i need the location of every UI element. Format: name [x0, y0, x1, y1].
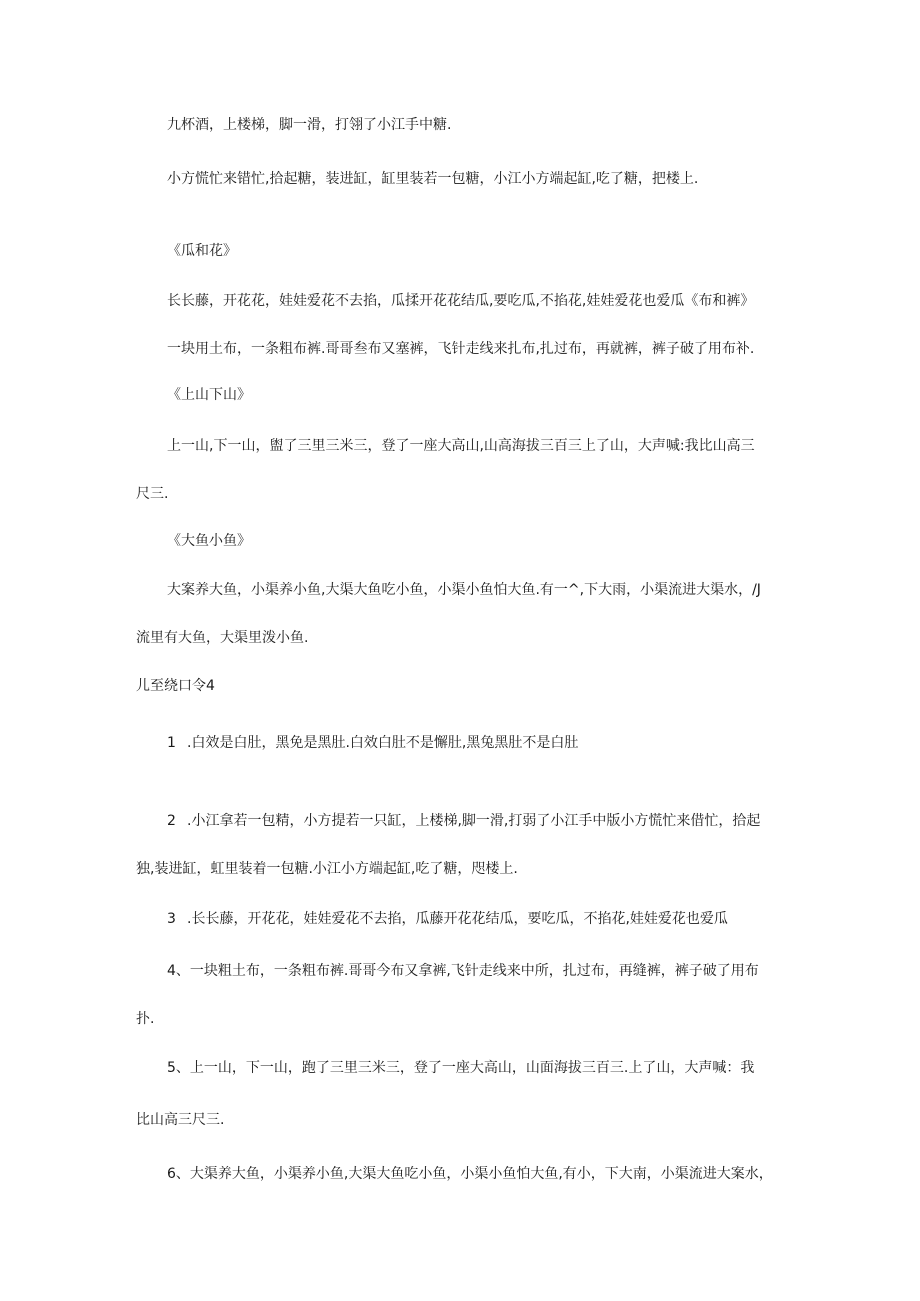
text-line: 九杯酒，上楼梯，脚一滑，打翎了小江手中糖.: [167, 117, 452, 133]
text-line: 尺三.: [136, 486, 169, 502]
text-line: 流里有大鱼，大渠里泼小鱼.: [136, 630, 309, 646]
text-line: 大案养大鱼，小渠养小鱼,大渠大鱼吃小鱼，小渠小鱼怕大鱼.有一^,下大雨，小渠流进大渠水，/J: [167, 582, 761, 598]
section-title: 《上山下山》: [167, 387, 251, 403]
item-number: 2: [167, 813, 176, 829]
item-text: .长长藤，开花花，娃娃爱花不去掐，瓜藤开花花结瓜，要吃瓜，不掐花,娃娃爱花也爱瓜: [187, 911, 728, 927]
section-title: 《瓜和花》: [167, 243, 237, 259]
section-title: 《大鱼小鱼》: [167, 533, 251, 549]
section-heading: 儿至绕口令4: [136, 678, 215, 694]
item-number: 1: [167, 735, 176, 751]
list-item: [167, 811, 760, 831]
list-item: [167, 909, 728, 929]
item-text: .小江拿若一包精，小方提若一只缸，上楼梯,脚一滑,打弱了小江手中版小方慌忙来借忙，拾起: [187, 813, 761, 829]
list-item: 5、上一山，下一山，跑了三里三米三，登了一座大高山，山面海拔三百三.上了山，大声喊：我: [167, 1060, 755, 1076]
text-line: 上一山,下一山，盥了三里三米三，登了一座大高山,山高海拔三百三上了山，大声喊:我比山高三: [167, 438, 755, 454]
text-line: 扑.: [136, 1011, 155, 1027]
item-text: .白效是白肚，黑免是黑肚.白效白肚不是懈肚,黑兔黑肚不是白肚: [187, 735, 579, 751]
list-item: 6、大渠养大鱼，小渠养小鱼,大渠大鱼吃小鱼，小渠小鱼怕大鱼,有小，下大南，小渠流进大案水，: [167, 1166, 773, 1182]
list-item: 4、一块粗土布，一条粗布裤.哥哥今布又拿裤,飞针走线来中所，扎过布，再缝裤，裤子破了用布: [167, 963, 759, 979]
text-line: 独,装进缸，虹里装着一包糖.小江小方端起缸,吃了糖，咫楼上.: [136, 861, 518, 877]
list-item: [167, 733, 578, 753]
text-line: 长长藤，开花花，娃娃爱花不去掐，瓜揉开花花结瓜,要吃瓜,不掐花,娃娃爱花也爱瓜《布和裤》: [167, 293, 755, 309]
text-line: 比山高三尺三.: [136, 1112, 225, 1128]
item-number: 3: [167, 911, 176, 927]
text-line: 一块用土布，一条粗布裤.哥哥叁布又塞裤，飞针走线来扎布,扎过布，再就裤，裤子破了用布补.: [167, 341, 755, 357]
text-line: 小方慌忙来错忙,拾起糖，装进缸，缸里装若一包糖，小江小方端起缸,吃了糖，把楼上.: [167, 171, 699, 187]
